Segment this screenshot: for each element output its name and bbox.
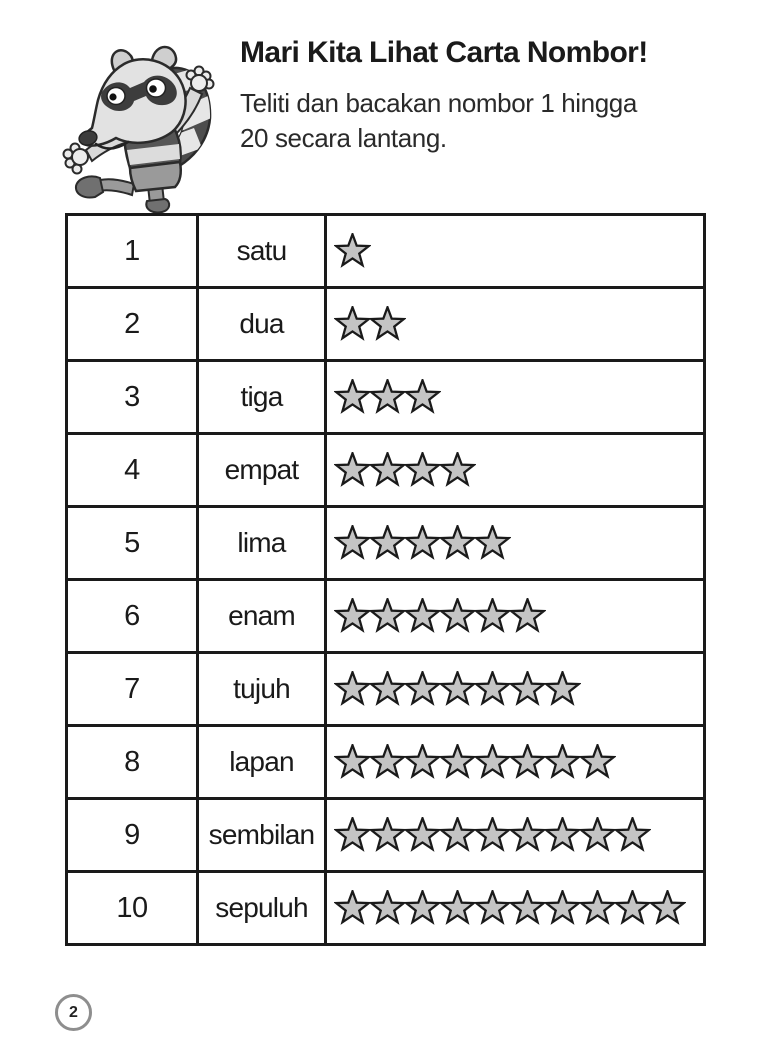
page-title: Mari Kita Lihat Carta Nombor! <box>240 36 648 69</box>
star-icon <box>474 744 511 780</box>
star-icon <box>509 890 546 926</box>
star-icon <box>369 452 406 488</box>
page-number: 2 <box>69 1003 78 1021</box>
table-row <box>67 580 705 653</box>
row-stars <box>334 744 703 780</box>
star-icon <box>474 598 511 634</box>
table-row <box>67 507 705 580</box>
row-stars <box>334 890 703 926</box>
row-word: sembilan <box>198 799 326 872</box>
star-icon <box>334 233 371 269</box>
star-icon <box>334 890 371 926</box>
row-stars <box>334 525 703 561</box>
row-word: tiga <box>198 361 326 434</box>
row-word: tujuh <box>198 653 326 726</box>
star-icon <box>334 598 371 634</box>
row-stars <box>334 452 703 488</box>
header <box>240 36 740 156</box>
star-icon <box>439 890 476 926</box>
raccoon-illustration <box>48 28 230 216</box>
row-number: 6 <box>67 580 198 653</box>
star-icon <box>544 671 581 707</box>
table-row <box>67 872 705 945</box>
instruction-line-2: 20 secara lantang. <box>240 123 447 154</box>
star-icon <box>474 890 511 926</box>
star-icon <box>334 379 371 415</box>
row-word: enam <box>198 580 326 653</box>
row-number: 7 <box>67 653 198 726</box>
star-icon <box>369 306 406 342</box>
star-icon <box>334 744 371 780</box>
page-number-badge <box>55 994 92 1031</box>
table-row <box>67 799 705 872</box>
row-number: 5 <box>67 507 198 580</box>
star-icon <box>614 890 651 926</box>
row-stars <box>334 671 703 707</box>
star-icon <box>579 817 616 853</box>
star-icon <box>439 525 476 561</box>
star-icon <box>334 452 371 488</box>
star-icon <box>474 671 511 707</box>
row-word: satu <box>198 215 326 288</box>
star-icon <box>369 890 406 926</box>
table-row <box>67 653 705 726</box>
number-chart-table <box>65 213 706 946</box>
star-icon <box>614 817 651 853</box>
row-number: 4 <box>67 434 198 507</box>
star-icon <box>509 817 546 853</box>
star-icon <box>369 671 406 707</box>
star-icon <box>369 817 406 853</box>
star-icon <box>369 379 406 415</box>
table-row <box>67 215 705 288</box>
star-icon <box>579 890 616 926</box>
row-stars <box>334 379 703 415</box>
star-icon <box>369 525 406 561</box>
star-icon <box>439 671 476 707</box>
star-icon <box>404 379 441 415</box>
star-icon <box>439 817 476 853</box>
star-icon <box>544 744 581 780</box>
row-number: 1 <box>67 215 198 288</box>
row-word: lima <box>198 507 326 580</box>
row-stars <box>334 598 703 634</box>
chart-rows <box>67 215 705 945</box>
star-icon <box>404 598 441 634</box>
row-number: 9 <box>67 799 198 872</box>
table-row <box>67 361 705 434</box>
star-icon <box>369 598 406 634</box>
star-icon <box>474 525 511 561</box>
row-number: 8 <box>67 726 198 799</box>
star-icon <box>404 525 441 561</box>
star-icon <box>334 671 371 707</box>
row-stars <box>334 233 703 269</box>
star-icon <box>439 598 476 634</box>
star-icon <box>579 744 616 780</box>
star-icon <box>649 890 686 926</box>
star-icon <box>509 671 546 707</box>
star-icon <box>404 671 441 707</box>
star-icon <box>544 817 581 853</box>
star-icon <box>404 452 441 488</box>
row-word: dua <box>198 288 326 361</box>
row-word: empat <box>198 434 326 507</box>
instruction-line-1: Teliti dan bacakan nombor 1 hingga <box>240 88 637 118</box>
star-icon <box>509 598 546 634</box>
star-icon <box>334 525 371 561</box>
table-row <box>67 726 705 799</box>
row-stars <box>334 817 703 853</box>
star-icon <box>404 817 441 853</box>
row-number: 2 <box>67 288 198 361</box>
row-number: 3 <box>67 361 198 434</box>
star-icon <box>404 890 441 926</box>
star-icon <box>474 817 511 853</box>
row-stars <box>334 306 703 342</box>
row-word: lapan <box>198 726 326 799</box>
raccoon-icon <box>48 28 230 216</box>
star-icon <box>334 306 371 342</box>
instruction-text <box>240 86 740 156</box>
star-icon <box>369 744 406 780</box>
row-word: sepuluh <box>198 872 326 945</box>
table-row <box>67 288 705 361</box>
table-row <box>67 434 705 507</box>
star-icon <box>509 744 546 780</box>
star-icon <box>439 452 476 488</box>
star-icon <box>544 890 581 926</box>
row-number: 10 <box>67 872 198 945</box>
star-icon <box>404 744 441 780</box>
star-icon <box>439 744 476 780</box>
star-icon <box>334 817 371 853</box>
